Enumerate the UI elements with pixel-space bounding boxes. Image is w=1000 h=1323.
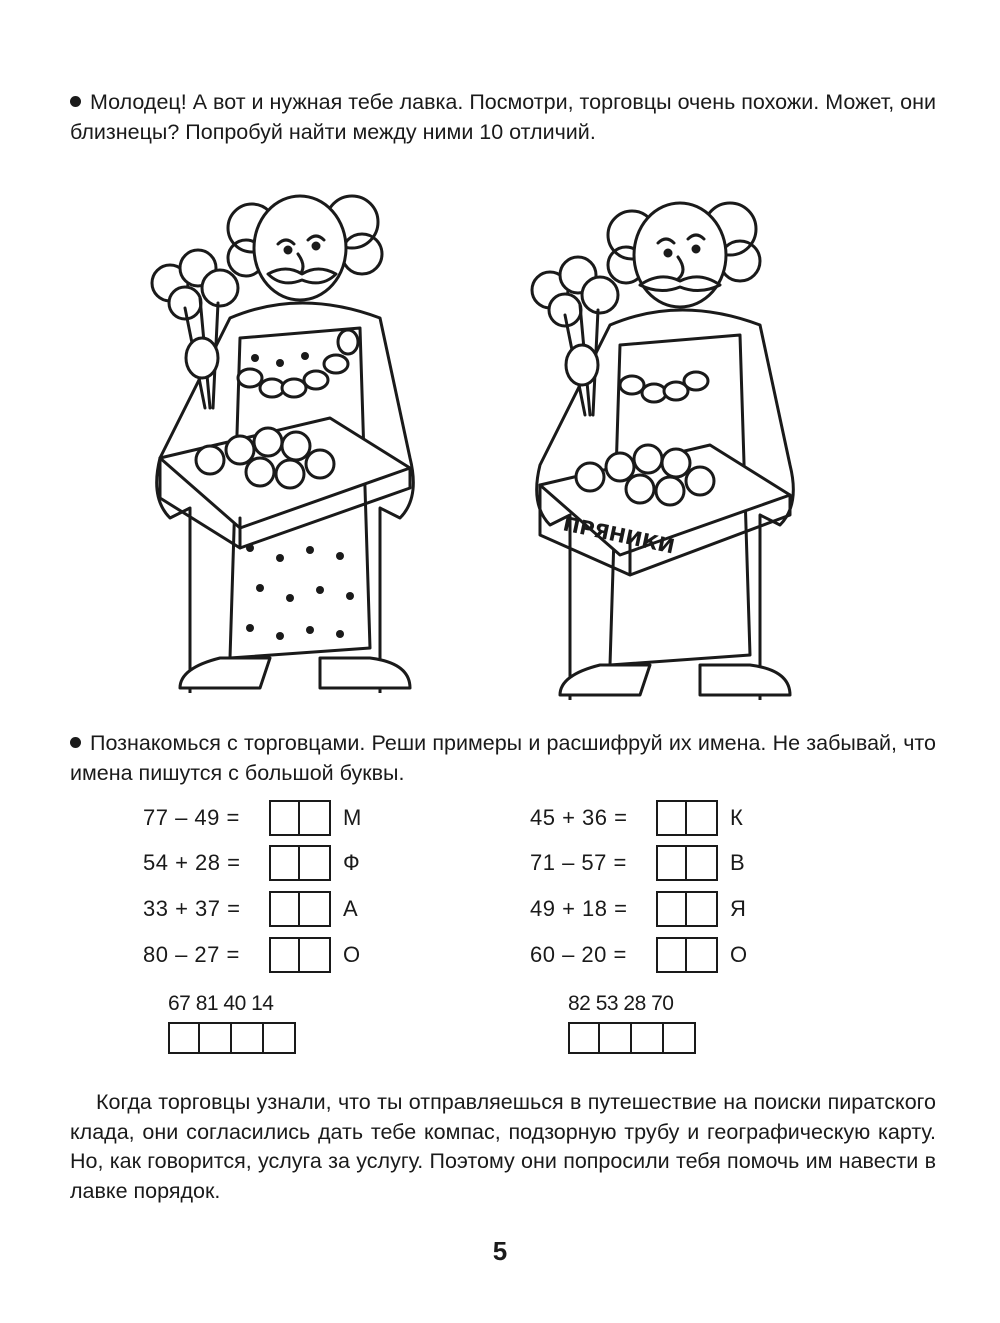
equation-letter: О bbox=[730, 942, 748, 967]
equation-expression: 33 + 37 = bbox=[143, 896, 241, 921]
equation-letter: А bbox=[343, 896, 358, 921]
answer-cell[interactable] bbox=[269, 800, 300, 836]
name-letter-cell[interactable] bbox=[664, 1022, 696, 1054]
answer-cell[interactable] bbox=[687, 891, 718, 927]
answer-cell[interactable] bbox=[687, 845, 718, 881]
answer-boxes[interactable] bbox=[269, 891, 331, 927]
equation-letter: О bbox=[343, 942, 361, 967]
answer-cell[interactable] bbox=[656, 891, 687, 927]
answer-boxes[interactable] bbox=[656, 845, 718, 881]
equation-row bbox=[143, 937, 360, 973]
name-letter-cell[interactable] bbox=[600, 1022, 632, 1054]
merchant-left-illustration bbox=[140, 188, 430, 693]
answer-boxes[interactable] bbox=[269, 845, 331, 881]
equation-expression: 54 + 28 = bbox=[143, 850, 241, 875]
story-paragraph: Когда торговцы узнали, что ты отправляешься в путешествие на поиски пиратского клада, они согласились дать тебе компас, подзорную трубу и географическую карту. Но, как говорится, услуга за услугу. Поэтому они попросили тебя помочь им навести в лавке порядок. bbox=[70, 1090, 936, 1203]
answer-cell[interactable] bbox=[656, 845, 687, 881]
answer-cell[interactable] bbox=[300, 937, 331, 973]
answer-boxes[interactable] bbox=[269, 937, 331, 973]
task2-instruction bbox=[70, 729, 936, 788]
equation-expression: 60 – 20 = bbox=[530, 942, 627, 967]
name-letter-boxes[interactable] bbox=[568, 1022, 696, 1054]
right-box-label: ПРЯНИКИ bbox=[560, 511, 677, 559]
equation-row bbox=[143, 845, 360, 881]
answer-cell[interactable] bbox=[300, 891, 331, 927]
name-letter-cell[interactable] bbox=[200, 1022, 232, 1054]
equation-row bbox=[530, 891, 746, 927]
name-letter-cell[interactable] bbox=[568, 1022, 600, 1054]
bullet-icon bbox=[70, 96, 81, 107]
answer-cell[interactable] bbox=[269, 937, 300, 973]
answer-cell[interactable] bbox=[687, 800, 718, 836]
name-letter-cell[interactable] bbox=[232, 1022, 264, 1054]
equation-row bbox=[530, 937, 747, 973]
equation-letter: В bbox=[730, 850, 745, 875]
answer-boxes[interactable] bbox=[656, 891, 718, 927]
equation-letter: К bbox=[730, 805, 743, 830]
answer-cell[interactable] bbox=[656, 800, 687, 836]
answer-boxes[interactable] bbox=[269, 800, 331, 836]
name-letter-cell[interactable] bbox=[632, 1022, 664, 1054]
merchant-right-illustration bbox=[522, 195, 812, 700]
name-letter-cell[interactable] bbox=[264, 1022, 296, 1054]
task2-text: Познакомься с торговцами. Реши примеры и расшифруй их имена. Не забывай, что имена пишутся с большой буквы. bbox=[70, 731, 936, 785]
equation-expression: 45 + 36 = bbox=[530, 805, 628, 830]
name-code-right bbox=[568, 992, 696, 1054]
answer-cell[interactable] bbox=[269, 845, 300, 881]
code-numbers: 67 81 40 14 bbox=[168, 992, 274, 1015]
bullet-icon bbox=[70, 737, 81, 748]
equation-row bbox=[143, 800, 361, 836]
task1-instruction bbox=[70, 88, 936, 147]
answer-cell[interactable] bbox=[656, 937, 687, 973]
answer-cell[interactable] bbox=[269, 891, 300, 927]
equation-expression: 77 – 49 = bbox=[143, 805, 240, 830]
name-code-left bbox=[168, 992, 296, 1054]
answer-cell[interactable] bbox=[300, 845, 331, 881]
answer-cell[interactable] bbox=[300, 800, 331, 836]
equation-row bbox=[530, 800, 743, 836]
task1-text: Молодец! А вот и нужная тебе лавка. Посмотри, торговцы очень похожи. Может, они близнецы? Попробуй найти между ними 10 отличий. bbox=[70, 90, 936, 144]
page-number: 5 bbox=[492, 1236, 508, 1266]
equation-row bbox=[143, 891, 358, 927]
answer-boxes[interactable] bbox=[656, 937, 718, 973]
name-letter-boxes[interactable] bbox=[168, 1022, 296, 1054]
equation-row bbox=[530, 845, 745, 881]
equation-letter: Я bbox=[730, 896, 746, 921]
equation-letter: М bbox=[343, 805, 362, 830]
answer-cell[interactable] bbox=[687, 937, 718, 973]
equation-expression: 71 – 57 = bbox=[530, 850, 627, 875]
answer-boxes[interactable] bbox=[656, 800, 718, 836]
equation-letter: Ф bbox=[343, 850, 360, 875]
equation-expression: 80 – 27 = bbox=[143, 942, 240, 967]
name-letter-cell[interactable] bbox=[168, 1022, 200, 1054]
code-numbers: 82 53 28 70 bbox=[568, 992, 674, 1015]
equation-expression: 49 + 18 = bbox=[530, 896, 628, 921]
